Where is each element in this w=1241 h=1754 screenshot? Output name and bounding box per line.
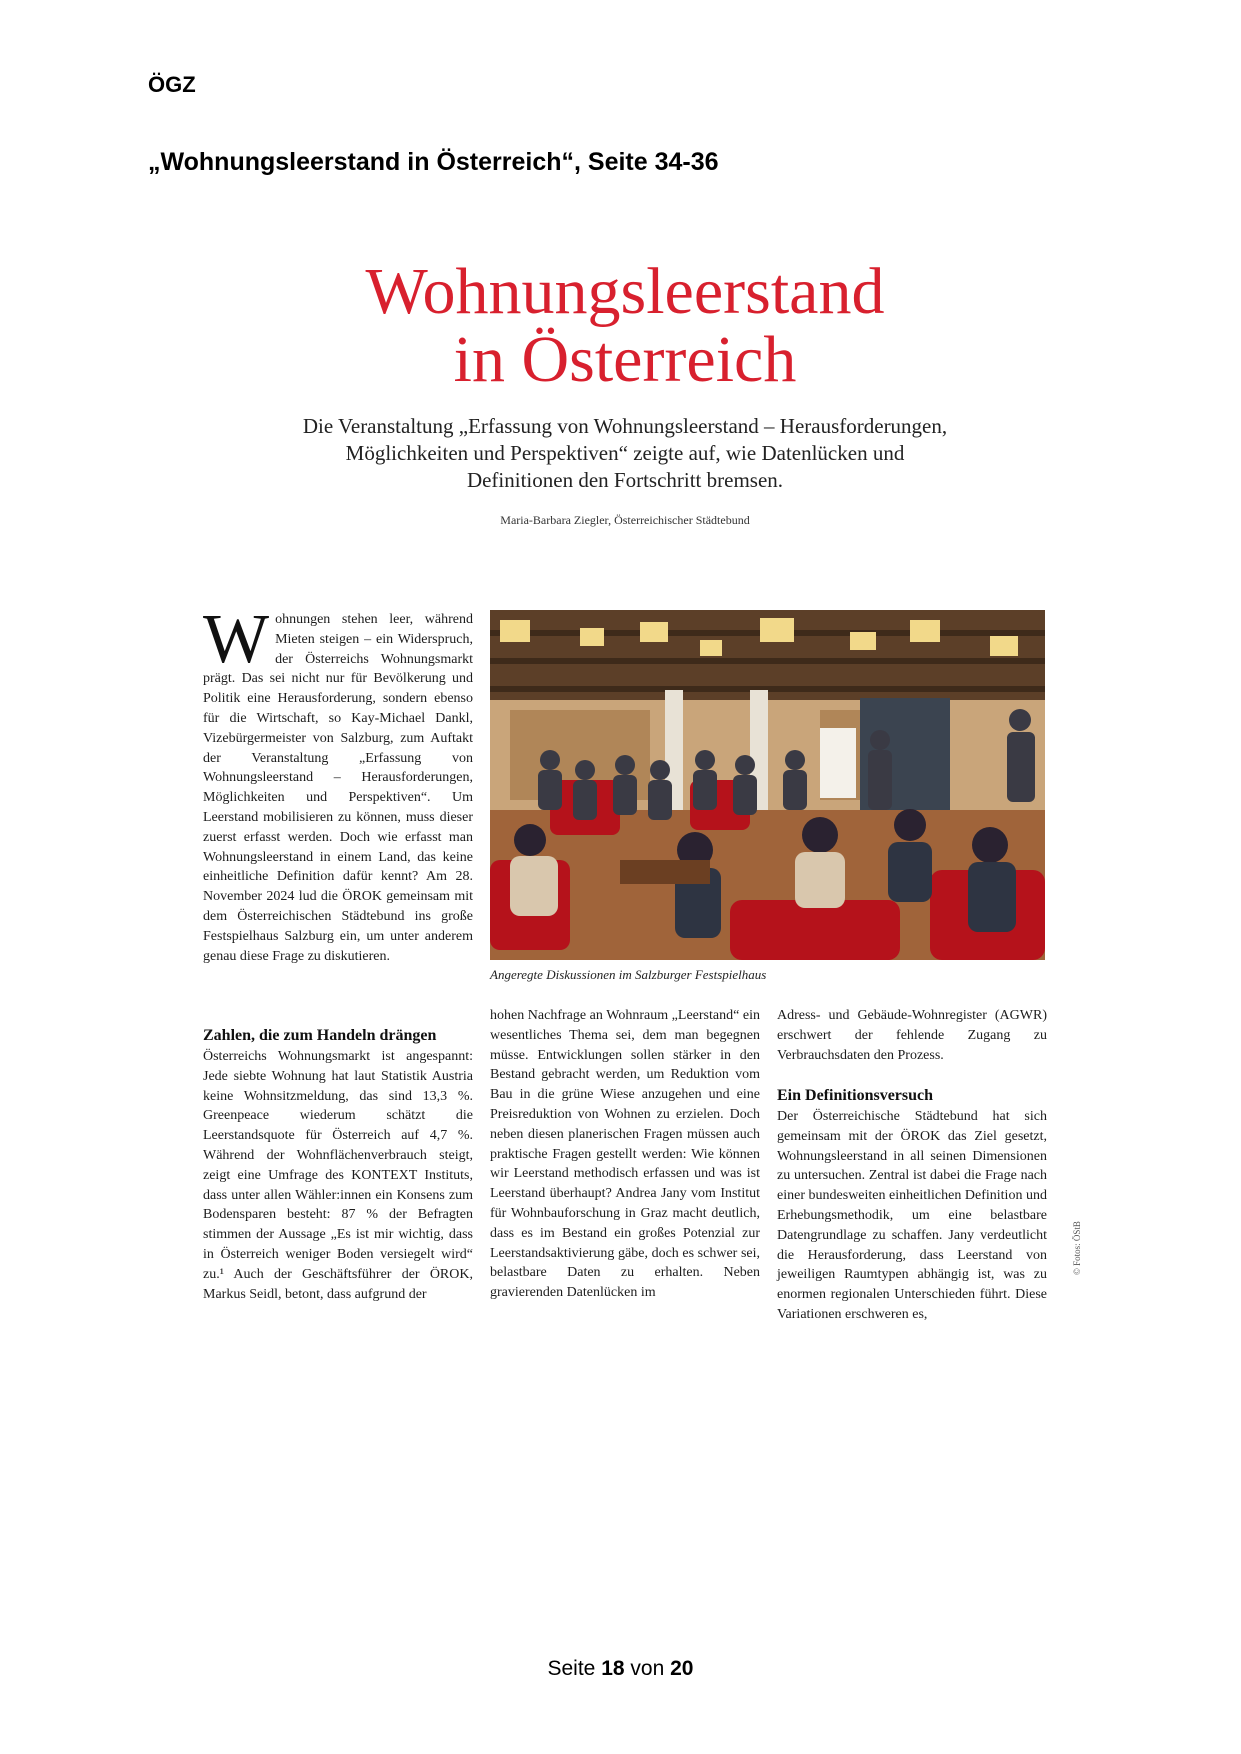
page-footer [0,1657,1241,1681]
section-zahlen-column [203,1026,473,1304]
document-title: „Wohnungsleerstand in Österreich“, Seite 34-36 [148,148,719,176]
intro-column [203,601,473,966]
headline-line-2: in Österreich [453,323,797,396]
footer-current-page: 18 [601,1657,625,1680]
section-definition-paragraph: Der Österreichische Städtebund hat sich gemeinsam mit der ÖROK das Ziel gesetzt, Wohnungsleerstand in all seinen Dimensionen zu untersuchen. Zentral ist dabei die Frage nach einer bundesweiten einheitlichen Definition und Erhebungsmethodik, um eine belastbare Datengrundlage zu schaffen. Jany verdeutlicht die Herausforderung, dass Leerstand von jeweiligen Raumtypen abhängig ist, was zu enormen regionalen Unterschieden führt. Diese Variationen erschweren es, [777,1109,1047,1322]
middle-column-paragraph: hohen Nachfrage an Wohnraum „Leerstand“ ein wesentliches Thema sei, dem man begegnen müsse. Entwicklungen sollen stärker in den Bestand gebracht werden, um Reduktion vom Bau in die grüne Wiese anzugehen und eine Preisreduktion von Wohnen zu erzielen. Doch neben diesen planerischen Fragen müssen auch praktische Fragen gestellt werden: Wie können wir Leerstand methodisch erfassen und was ist Leerstand überhaupt? Andrea Jany vom Institut für Wohnbauforschung in Graz macht deutlich, dass es im Bestand ein großes Potenzial zur Leerstandsaktivierung gäbe, doch es schwer sei, belastbare Daten zu erhalten. Neben gravierenden Datenlücken im [490,1008,760,1301]
event-photo-illustration [490,610,1045,960]
section-heading-zahlen: Zahlen, die zum Handeln drängen [203,1027,437,1044]
article-subtitle: Die Veranstaltung „Erfassung von Wohnungsleerstand – Herausforderungen, Möglichkeiten und Perspektiven“ zeigte auf, wie Datenlücken und Definitionen den Fortschritt bremsen. [302,414,948,492]
section-heading-definition: Ein Definitionsversuch [777,1087,934,1104]
intro-paragraph: ohnungen stehen leer, während Mieten steigen – ein Widerspruch, der Österreichs Wohnungsmarkt prägt. Das sei nicht nur für Bevölkerung und Politik eine Herausforderung, sondern ebenso für die Wirtschaft, so Kay-Michael Dankl, Vizebürgermeister von Salzburg, zum Auftakt der Veranstaltung „Erfassung von Wohnungsleerstand – Herausforderungen, Möglichkeiten und Perspektiven“. Um Leerstand mobilisieren zu können, muss dieser zuerst erfasst werden. Doch wie erfasst man Wohnungsleerstand in einem Land, das keine einheitliche Definition dafür kennt? Am 28. November 2024 lud die ÖROK gemeinsam mit dem Österreichischen Städtebund ins große Festspielhaus Salzburg ein, um unter anderem genau diese Frage zu diskutieren. [203,612,473,964]
article-author: Maria-Barbara Ziegler, Österreichischer Städtebund [500,513,750,527]
right-column-paragraph: Adress- und Gebäude-Wohnregister (AGWR) erschwert der fehlende Zugang zu Verbrauchsdaten den Prozess. [777,1008,1047,1063]
article-headline [240,255,1010,396]
publication-label: ÖGZ [148,72,196,97]
middle-column [490,1006,760,1303]
headline-line-1: Wohnungsleerstand [365,255,885,328]
footer-total-pages: 20 [670,1657,694,1680]
footer-prefix: Seite [547,1657,596,1680]
photo-credit: © Fotos: ÖStB [1072,1221,1082,1275]
footer-middle: von [630,1657,665,1680]
photo-caption: Angeregte Diskussionen im Salzburger Festspielhaus [490,967,767,982]
right-column-top [777,1006,1047,1065]
section-zahlen-paragraph: Österreichs Wohnungsmarkt ist angespannt: Jede siebte Wohnung hat laut Statistik Austria keine Wohnsitzmeldung, das sind 13,3 %. Greenpeace wiederum schätzt die Leerstandsquote für Österreich auf 4,7 %. Während der Wohnflächenverbrauch steigt, zeigt eine Umfrage des KONTEXT Instituts, dass unter allen Wähler:innen ein Konsens zum Bodensparen besteht: 87 % der Befragten stimmen der Aussage „Es ist mir wichtig, dass in Österreich weniger Boden versiegelt wird“ zu.¹ Auch der Geschäftsführer der ÖROK, Markus Seidl, betont, dass aufgrund der [203,1049,473,1302]
event-photo [490,610,1045,960]
section-definition-column [777,1086,1047,1325]
drop-cap: W [203,601,270,678]
